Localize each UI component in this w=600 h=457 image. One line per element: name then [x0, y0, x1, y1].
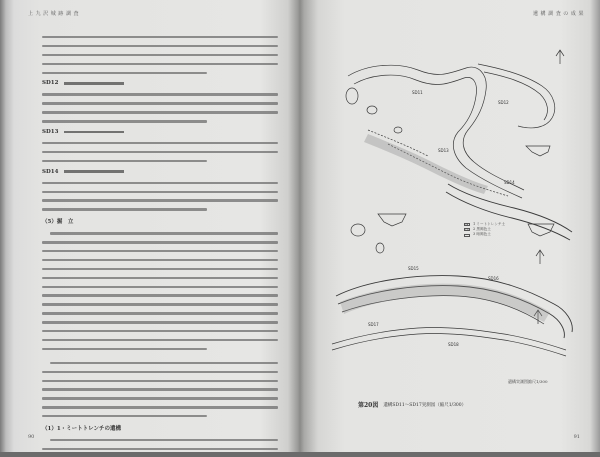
figure-label: SD12 [498, 100, 509, 105]
figure-label: SD17 [368, 322, 379, 327]
figure-label: SD11 [412, 90, 423, 95]
figure-label: SD14 [504, 180, 515, 185]
figure-label: SD18 [448, 342, 459, 347]
excavation-plan-figure [328, 34, 584, 374]
left-page [22, 8, 290, 446]
section-heading: （5）掘 立 [42, 219, 74, 226]
figure-number: 第20図 [358, 402, 379, 409]
figure-caption [358, 400, 466, 409]
section-heading: SD12 [42, 80, 278, 86]
figure-label: SD13 [438, 148, 449, 153]
figure-caption-text: 遺構SD11～SD17実測図（縮尺1/300） [383, 402, 467, 408]
folio-right: 91 [573, 434, 580, 440]
running-head-left: 上 九 沢 城 跡 調 査 [28, 11, 80, 17]
scale-note: 遺構実測図縮尺1/300 [508, 379, 548, 384]
right-page [308, 8, 592, 446]
section-heading: SD13 [42, 129, 278, 135]
body-text-left [42, 36, 278, 457]
section-heading: （1）1・ミートトレンチの遺構 [42, 425, 122, 432]
section-heading: SD14 [42, 169, 278, 175]
folio-left: 90 [28, 434, 35, 440]
figure-label: SD16 [488, 276, 499, 281]
figure-label: SD15 [408, 266, 419, 271]
figure-legend: 1 ミートトレンチ土 2 黒褐色土 3 暗褐色土 [464, 222, 526, 238]
running-head-right: 遺 構 調 査 の 成 果 [532, 11, 584, 17]
